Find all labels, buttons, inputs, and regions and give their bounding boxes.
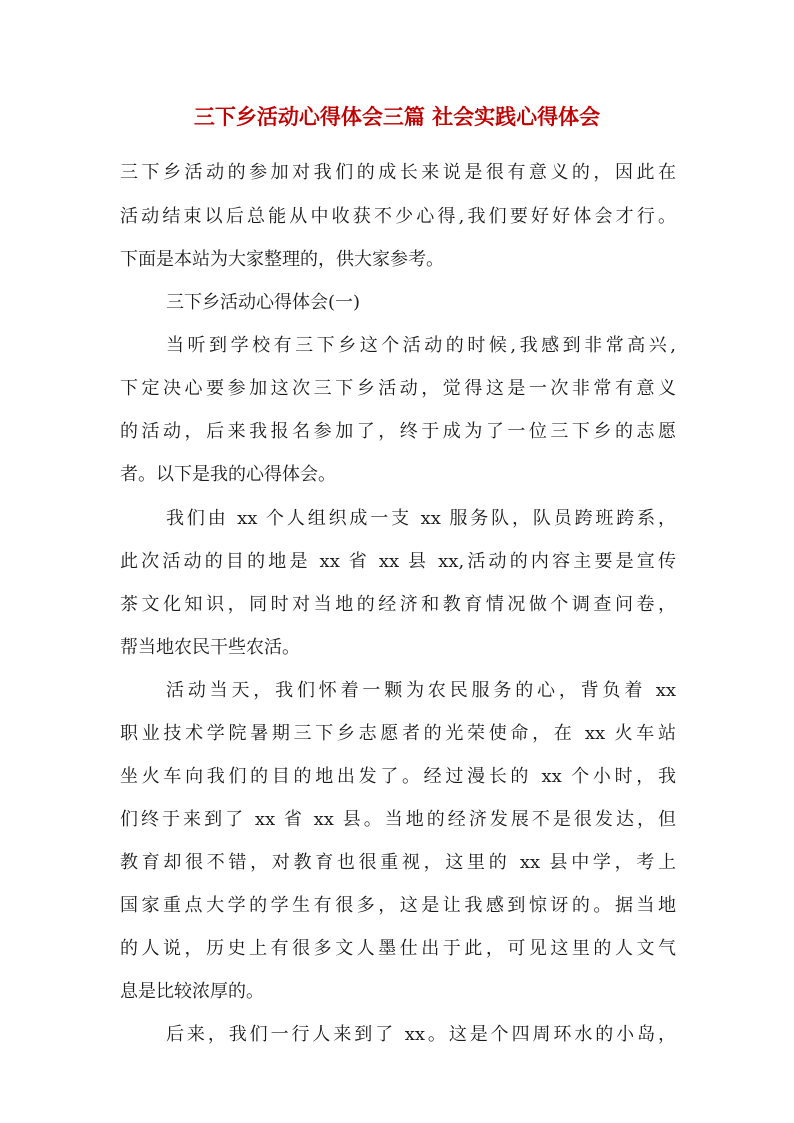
paragraph-2-line-1: 我们由 xx 个人组织成一支 xx 服务队，队员跨班跨系， xyxy=(166,508,676,529)
paragraph-1-line-2: 下定决心要参加这次三下乡活动，觉得这是一次非常有意义 xyxy=(120,378,676,399)
paragraph-3-line-4: 们终于来到了 xx 省 xx 县。当地的经济发展不是很发达，但 xyxy=(120,809,676,830)
section-heading: 三下乡活动心得体会(一) xyxy=(166,292,361,313)
paragraph-3-line-6: 国家重点大学的学生有很多，这是让我感到惊讶的。据当地 xyxy=(120,895,676,916)
document-title: 三下乡活动心得体会三篇 社会实践心得体会 xyxy=(193,104,601,129)
paragraph-1-line-3: 的活动，后来我报名参加了，终于成为了一位三下乡的志愿 xyxy=(120,421,676,442)
paragraph-3-line-8: 息是比较浓厚的。 xyxy=(120,981,264,1002)
paragraph-3-line-7: 的人说，历史上有很多文人墨仕出于此，可见这里的人文气 xyxy=(120,938,676,959)
paragraph-1-line-4: 者。以下是我的心得体会。 xyxy=(120,464,336,485)
paragraph-2-line-4: 帮当地农民干些农活。 xyxy=(120,637,300,658)
paragraph-3-line-1: 活动当天，我们怀着一颗为农民服务的心，背负着 xx xyxy=(166,680,676,701)
paragraph-3-line-3: 坐火车向我们的目的地出发了。经过漫长的 xx 个小时，我 xyxy=(120,766,676,787)
intro-line-2: 活动结束以后总能从中收获不少心得,我们要好好体会才行。 xyxy=(120,206,676,227)
paragraph-2-line-2: 此次活动的目的地是 xx 省 xx 县 xx,活动的内容主要是宣传 xyxy=(120,551,676,572)
paragraph-3-line-2: 职业技术学院暑期三下乡志愿者的光荣使命，在 xx 火车站 xyxy=(120,723,676,744)
document-body xyxy=(120,157,676,1057)
intro-line-1: 三下乡活动的参加对我们的成长来说是很有意义的，因此在 xyxy=(120,162,676,183)
paragraph-1-line-1: 当听到学校有三下乡这个活动的时候,我感到非常高兴, xyxy=(166,335,676,356)
intro-line-3: 下面是本站为大家整理的，供大家参考。 xyxy=(120,249,444,270)
paragraph-3-line-5: 教育却很不错，对教育也很重视，这里的 xx 县中学，考上 xyxy=(120,852,676,873)
paragraph-2-line-3: 茶文化知识，同时对当地的经济和教育情况做个调查问卷， xyxy=(120,594,676,615)
paragraph-4-line-1: 后来，我们一行人来到了 xx。这是个四周环水的小岛， xyxy=(166,1024,676,1045)
